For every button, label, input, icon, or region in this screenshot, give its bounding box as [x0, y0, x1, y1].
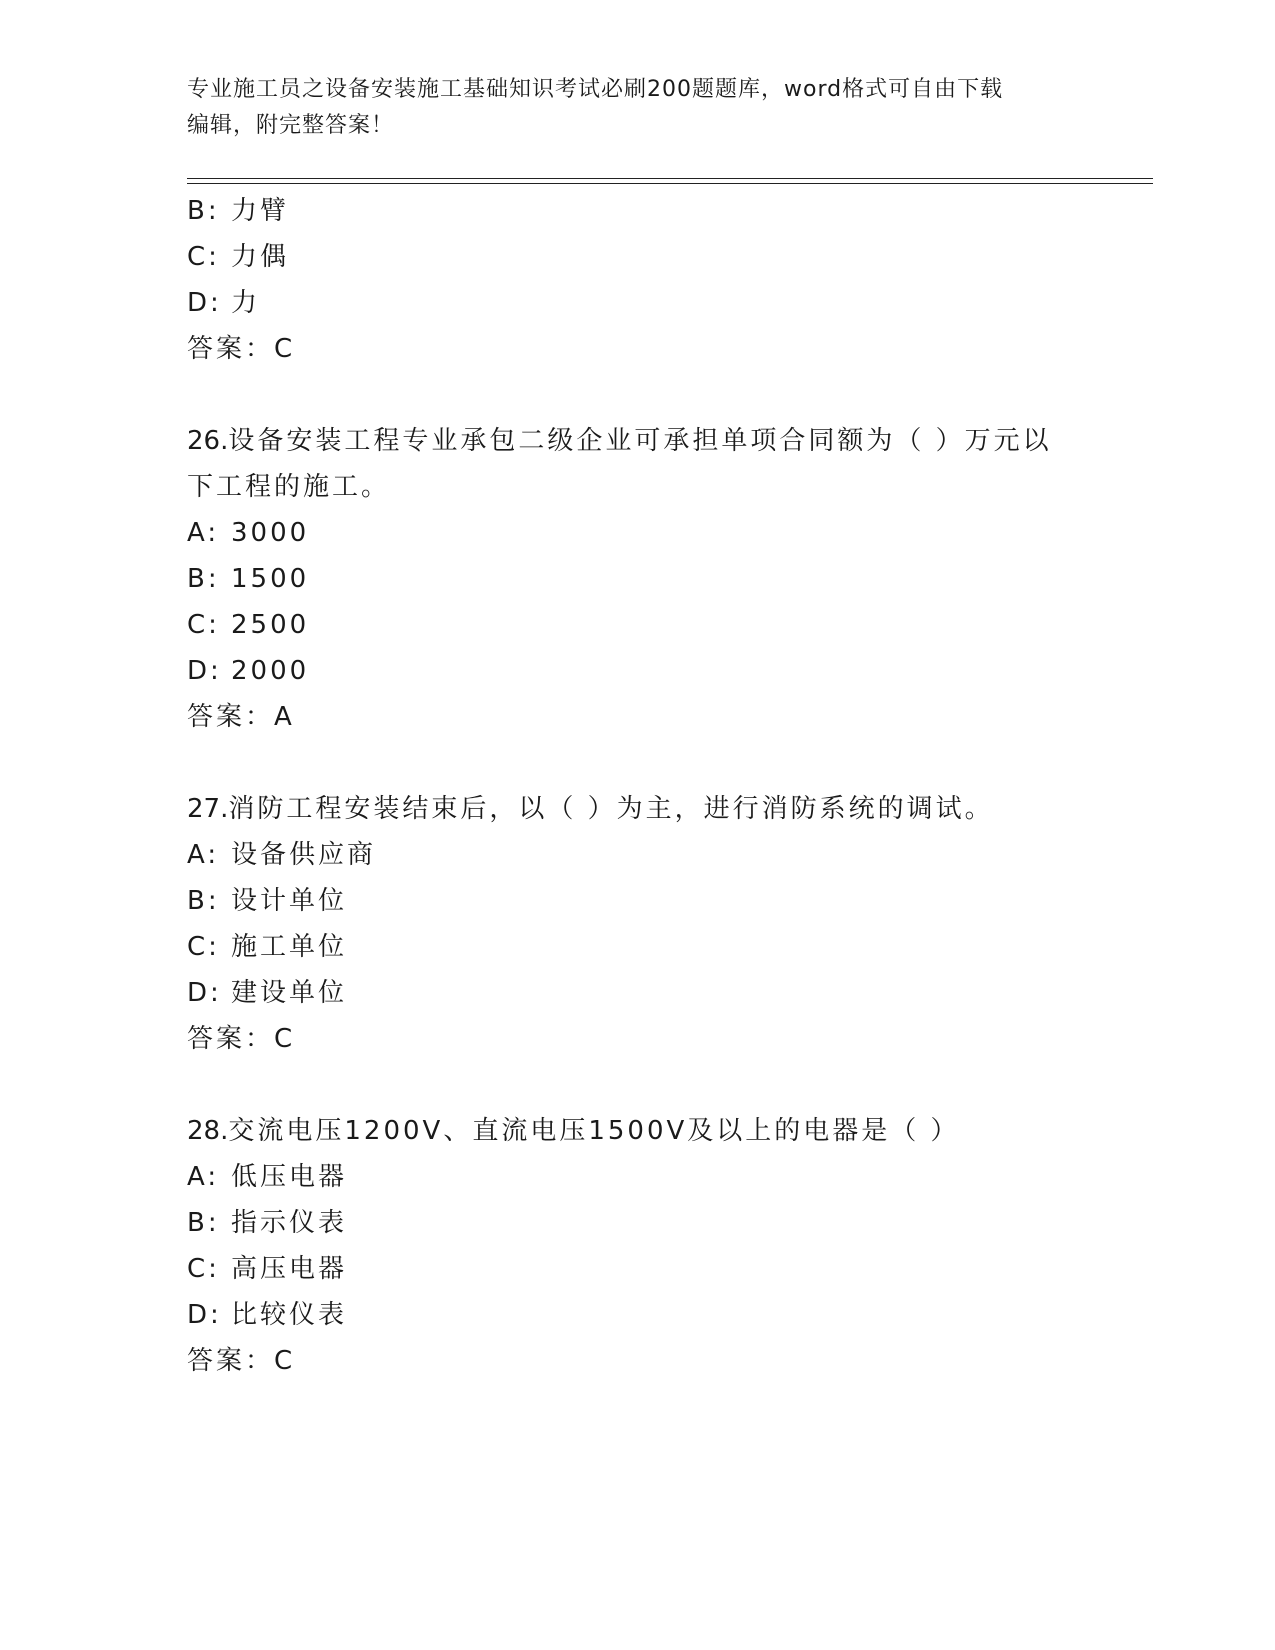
option-key: A:: [187, 1162, 220, 1192]
question-list: [187, 188, 1147, 1384]
option-d: [187, 280, 1147, 326]
option-key: D:: [187, 288, 222, 318]
option-text: 施工单位: [231, 932, 348, 962]
option-c: [187, 602, 1147, 648]
option-c: [187, 234, 1147, 280]
option-b: [187, 878, 1147, 924]
option-key: C:: [187, 1254, 220, 1284]
option-text: 2500: [231, 610, 310, 640]
question-26: [187, 418, 1147, 740]
option-c: [187, 1246, 1147, 1292]
option-d: [187, 1292, 1147, 1338]
option-text: 力臂: [231, 196, 290, 226]
question-number: 26.: [187, 426, 229, 456]
question-28: [187, 1108, 1147, 1384]
option-key: B:: [187, 886, 220, 916]
question-number: 27.: [187, 794, 229, 824]
question-stem-continued: 下工程的施工。: [187, 472, 391, 502]
question-number: 28.: [187, 1116, 229, 1146]
option-text: 2000: [231, 656, 310, 686]
option-key: B:: [187, 196, 220, 226]
question-spacer: [187, 1062, 1147, 1108]
option-b: [187, 188, 1147, 234]
option-text: 比较仪表: [231, 1300, 348, 1330]
option-text: 低压电器: [231, 1162, 348, 1192]
option-text: 力: [231, 288, 261, 318]
option-a: [187, 1154, 1147, 1200]
option-c: [187, 924, 1147, 970]
option-b: [187, 1200, 1147, 1246]
header-title-line-1: 专业施工员之设备安装施工基础知识考试必刷200题题库，word格式可自由下载: [187, 77, 1004, 102]
answer: 答案：C: [187, 334, 296, 364]
option-text: 3000: [231, 518, 310, 548]
question-spacer: [187, 372, 1147, 418]
question-stem: [187, 1108, 1147, 1154]
option-key: C:: [187, 932, 220, 962]
option-key: D:: [187, 978, 222, 1008]
option-key: B:: [187, 1208, 220, 1238]
question-27: [187, 786, 1147, 1062]
option-text: 设计单位: [231, 886, 348, 916]
question-stem-text: 交流电压1200V、直流电压1500V及以上的电器是（ ）: [228, 1116, 960, 1146]
option-text: 指示仪表: [231, 1208, 348, 1238]
option-d: [187, 970, 1147, 1016]
question-stem: [187, 418, 1147, 464]
option-key: B:: [187, 564, 220, 594]
option-text: 1500: [231, 564, 310, 594]
option-key: C:: [187, 610, 220, 640]
header-divider-bottom: [187, 183, 1153, 184]
answer: 答案：C: [187, 1346, 296, 1376]
page-header: [187, 72, 1087, 144]
option-b: [187, 556, 1147, 602]
option-text: 建设单位: [231, 978, 348, 1008]
option-text: 高压电器: [231, 1254, 348, 1284]
option-a: [187, 832, 1147, 878]
option-key: A:: [187, 518, 220, 548]
option-d: [187, 648, 1147, 694]
header-divider-top: [187, 178, 1153, 179]
question-spacer: [187, 740, 1147, 786]
option-key: D:: [187, 1300, 222, 1330]
option-a: [187, 510, 1147, 556]
question-stem: [187, 786, 1147, 832]
question-continued: [187, 188, 1147, 372]
option-text: 力偶: [231, 242, 290, 272]
question-stem-text: 设备安装工程专业承包二级企业可承担单项合同额为（ ）万元以: [228, 426, 1052, 456]
question-stem-text: 消防工程安装结束后，以（ ）为主，进行消防系统的调试。: [228, 794, 994, 824]
answer: 答案：A: [187, 702, 295, 732]
header-title-line-2: 编辑，附完整答案！: [187, 113, 395, 138]
option-key: D:: [187, 656, 222, 686]
option-key: C:: [187, 242, 220, 272]
option-text: 设备供应商: [231, 840, 377, 870]
option-key: A:: [187, 840, 220, 870]
answer: 答案：C: [187, 1024, 296, 1054]
